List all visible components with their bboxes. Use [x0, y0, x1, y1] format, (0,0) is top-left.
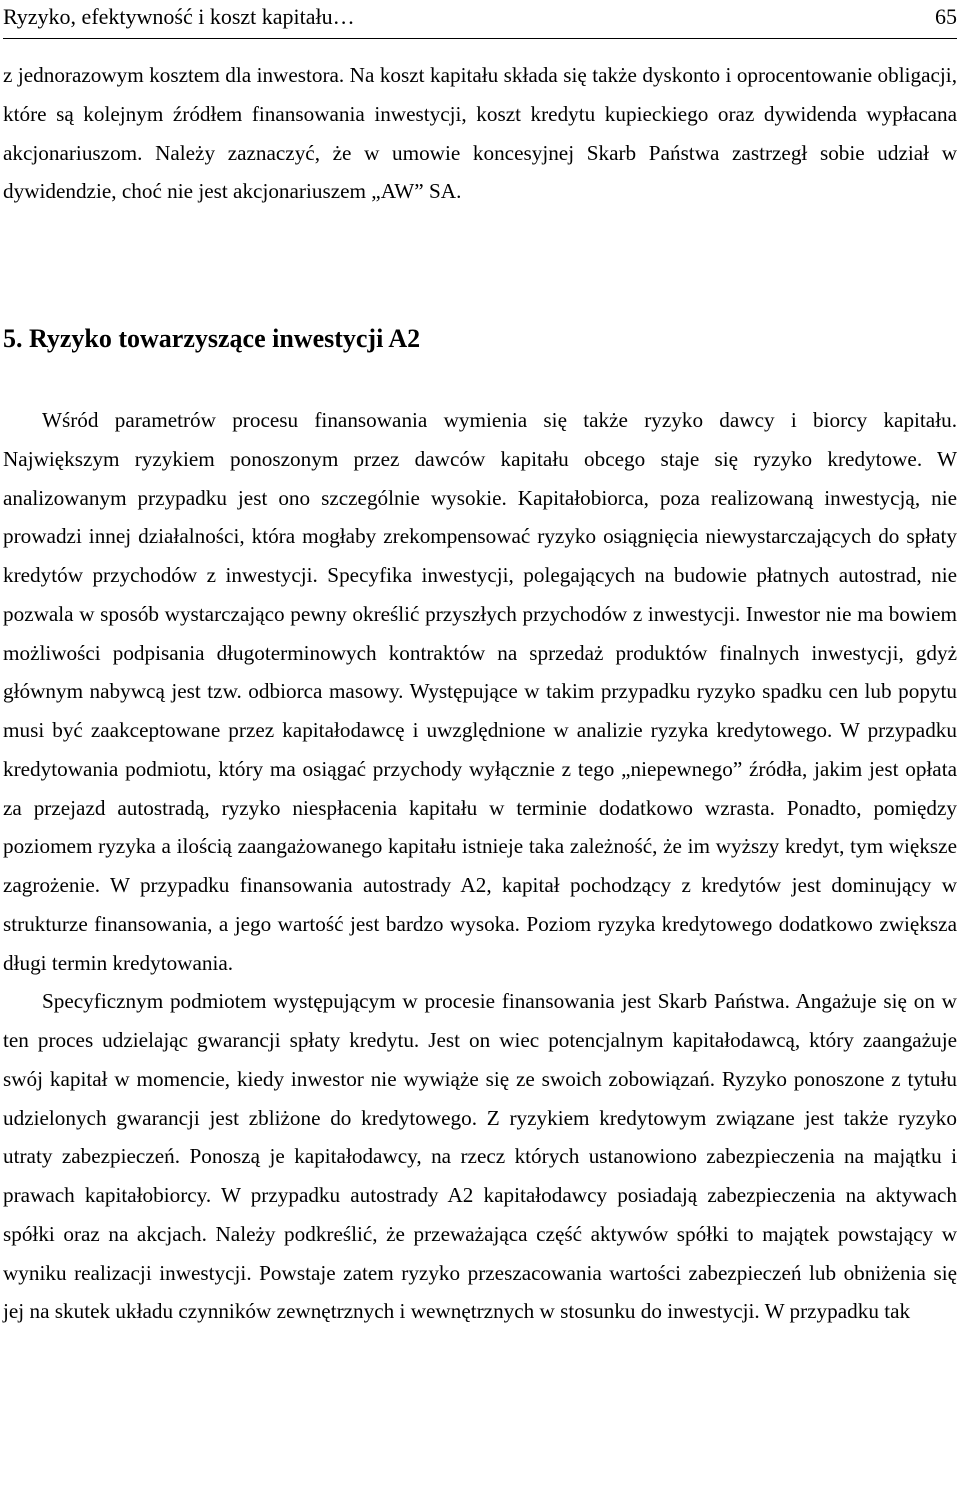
running-header: [3, 0, 957, 39]
running-header-title: Ryzyko, efektywność i koszt kapitału…: [3, 4, 355, 29]
intro-paragraph: z jednorazowym kosztem dla inwestora. Na koszt kapitału składa się także dyskonto i oprocentowanie obligacji, które są kolejnym źródłem finansowania inwestycji, koszt kredytu kupieckiego oraz dywidenda wypłacana akcjonariuszom. Należy zaznaczyć, że w umowie koncesyjnej Skarb Państwa zastrzegł sobie udział w dywidendzie, choć nie jest akcjonariuszem „AW” SA.: [3, 63, 957, 204]
section-paragraph-2: Specyficznym podmiotem występującym w procesie finansowania jest Skarb Państwa. Angażuje się on w ten proces udzielając gwarancji spłaty kredytu. Jest on wiec potencjalnym kapitałodawcą, który zaangażuje swój kapitał w momencie, kiedy inwestor nie wywiąże się ze swoich zobowiązań. Ryzyko ponoszone z tytułu udzielonych gwarancji jest zbliżone do kredytowego. Z ryzykiem kredytowym związane jest także ryzyko utraty zabezpieczeń. Ponoszą je kapitałodawcy, na rzecz których ustanowiono zabezpieczenia na majątku i prawach kapitałobiorcy. W przypadku autostrady A2 kapitałodawcy posiadają zabezpieczenia na aktywach spółki oraz na akcjach. Należy podkreślić, że przeważająca część aktywów spółki to majątek powstający w wyniku realizacji inwestycji. Powstaje zatem ryzyko przeszacowania wartości zabezpieczeń lub obniżenia się jej na skutek układu czynników zewnętrznych i wewnętrznych w stosunku do inwestycji. W przypadku tak: [3, 989, 957, 1324]
page-number: 65: [935, 4, 957, 29]
section-body: [3, 401, 957, 1331]
section-heading: 5. Ryzyko towarzyszące inwestycji A2: [3, 324, 421, 353]
section-paragraph-1: Wśród parametrów procesu finansowania wymienia się także ryzyko dawcy i biorcy kapitału. Największym ryzykiem ponoszonym przez dawców kapitału obcego staje się ryzyko kredytowe. W analizowanym przypadku jest ono szczególnie wysokie. Kapitałobiorca, poza realizowaną inwestycją, nie prowadzi innej działalności, która mogłaby zrekompensować ryzyko osiągnięcia niewystarczających do spłaty kredytów przychodów z inwestycji. Specyfika inwestycji, polegających na budowie płatnych autostrad, nie pozwala w sposób wystarczająco pewny określić przyszłych przychodów z inwestycji. Inwestor nie ma bowiem możliwości podpisania długoterminowych kontraktów na sprzedaż produktów finalnych inwestycji, gdyż głównym nabywcą jest tzw. odbiorca masowy. Występujące w takim przypadku ryzyko spadku cen lub popytu musi być zaakceptowane przez kapitałodawcę i uwzględnione w analizie ryzyka kredytowego. W przypadku kredytowania podmiotu, który ma osiągać przychody wyłącznie z tego „niepewnego” źródła, jakim jest opłata za przejazd autostradą, ryzyko niespłacenia kapitału w terminie dodatkowo wzrasta. Ponadto, pomiędzy poziomem ryzyka a ilością zaangażowanego kapitału istnieje taka zależność, że im wyższy kredyt, tym większe zagrożenie. W przypadku finansowania autostrady A2, kapitał pochodzący z kredytów jest dominujący w strukturze finansowania, a jego wartość jest bardzo wysoka. Poziom ryzyka kredytowego dodatkowo zwiększa długi termin kredytowania.: [3, 408, 957, 975]
